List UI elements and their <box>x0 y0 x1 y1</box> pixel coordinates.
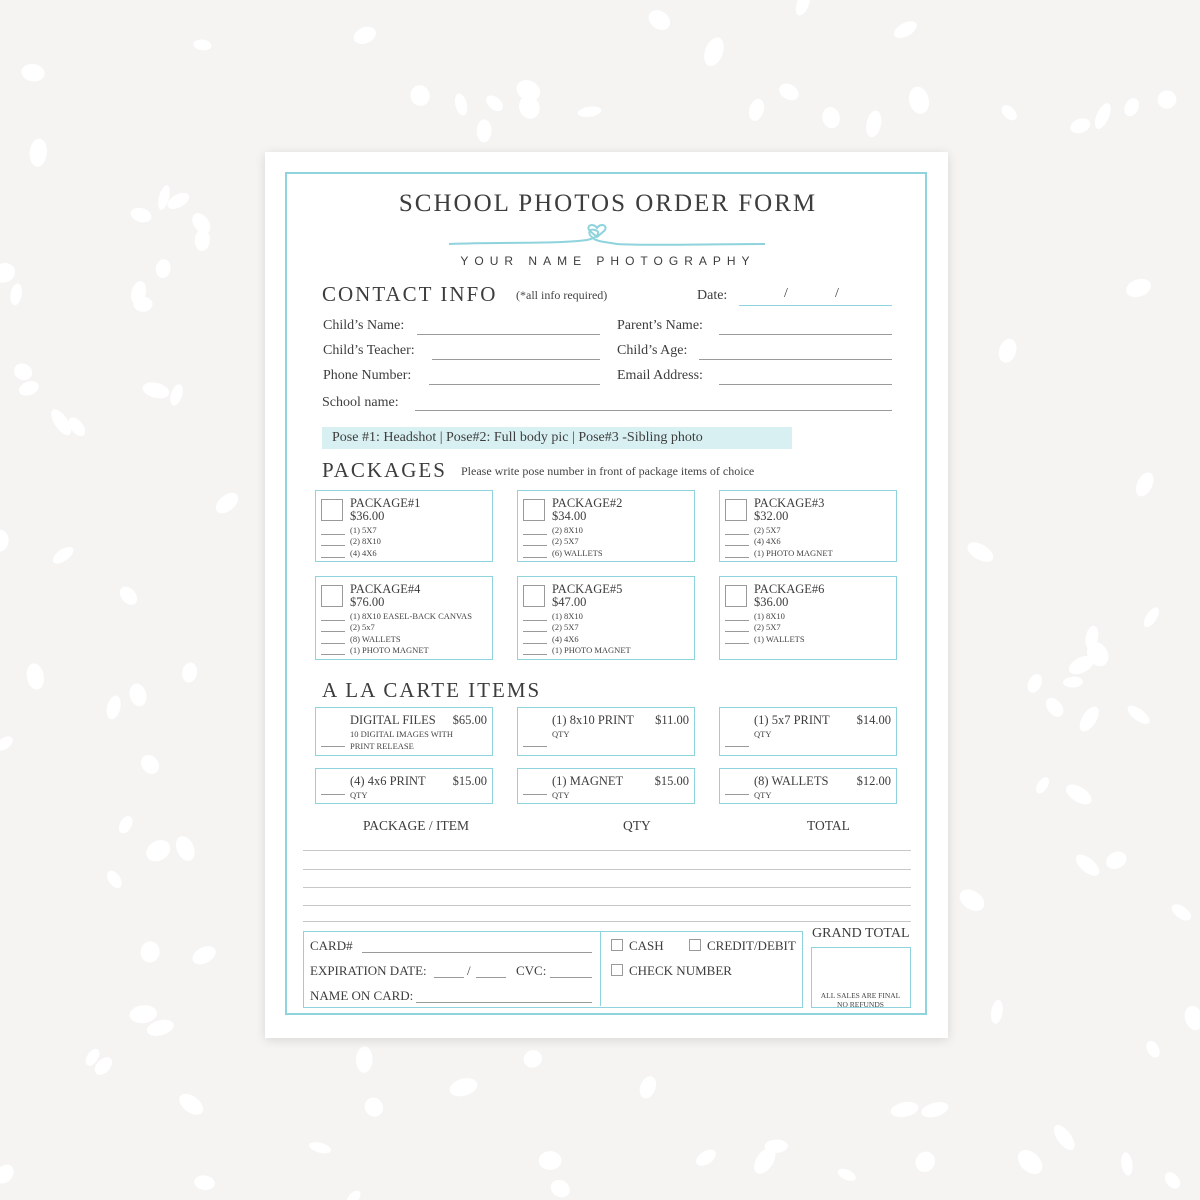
leaf-shape <box>637 1074 659 1101</box>
childs-age-label: Child’s Age: <box>617 343 688 358</box>
leaf-shape <box>140 941 160 963</box>
alacarte-price: $14.00 <box>856 713 891 727</box>
leaf-shape <box>1162 1169 1183 1191</box>
leaf-shape <box>172 833 198 864</box>
leaf-shape <box>889 1100 920 1120</box>
leaf-shape <box>175 1090 207 1119</box>
leaf-shape <box>129 1004 158 1025</box>
alacarte-name: DIGITAL FILES <box>350 713 436 727</box>
leaf-shape <box>1144 1039 1163 1060</box>
school-name-label: School name: <box>322 395 399 410</box>
leaf-shape <box>181 661 199 683</box>
pose-number-field[interactable] <box>321 631 345 632</box>
package-checkbox[interactable] <box>725 585 747 607</box>
leaf-shape <box>116 583 140 608</box>
leaf-shape <box>999 102 1020 123</box>
grand-total-box[interactable] <box>811 947 911 1008</box>
leaf-shape <box>9 283 24 307</box>
school-name-field[interactable] <box>415 410 892 411</box>
qty-field[interactable] <box>523 794 547 795</box>
leaf-shape <box>155 258 172 279</box>
column-header-total: TOTAL <box>807 818 850 833</box>
leaf-shape <box>1050 1122 1078 1154</box>
leaf-shape <box>168 383 185 407</box>
alacarte-card[interactable] <box>315 707 493 756</box>
alacarte-card[interactable] <box>719 768 897 804</box>
alacarte-name: (1) 8x10 PRINT <box>552 713 634 727</box>
leaf-shape <box>820 105 842 130</box>
payment-divider <box>600 932 601 1006</box>
grand-total-label: GRAND TOTAL <box>812 926 910 941</box>
leaf-shape <box>0 260 18 285</box>
phone-number-label: Phone Number: <box>323 368 412 383</box>
pose-number-field[interactable] <box>321 545 345 546</box>
package-checkbox[interactable] <box>523 499 545 521</box>
alacarte-sub: QTY <box>552 790 570 800</box>
alacarte-sub: 10 DIGITAL IMAGES WITH <box>350 729 453 739</box>
leaf-shape <box>104 868 125 891</box>
package-item: (4) 4X6 <box>754 536 781 547</box>
alacarte-name: (8) WALLETS <box>754 774 829 788</box>
cash-checkbox[interactable] <box>611 939 623 951</box>
leaf-shape <box>1033 775 1051 796</box>
pose-number-field[interactable] <box>523 643 547 644</box>
package-card[interactable] <box>315 576 493 660</box>
leaf-shape <box>344 1188 364 1200</box>
package-name: PACKAGE#3 <box>754 496 825 510</box>
contact-note: (*all info required) <box>516 288 608 302</box>
leaf-shape <box>864 109 884 138</box>
leaf-shape <box>141 380 171 401</box>
packages-heading: PACKAGES <box>322 458 447 482</box>
leaf-shape <box>193 1174 216 1191</box>
sales-final-note <box>812 991 909 1009</box>
cash-label: CASH <box>629 938 664 953</box>
package-item: (4) 4X6 <box>552 633 579 644</box>
childs-name-field[interactable] <box>417 334 600 335</box>
package-price: $34.00 <box>552 509 587 523</box>
leaf-shape <box>1120 1152 1134 1177</box>
qty-field[interactable] <box>321 746 345 747</box>
package-item: (2) 5X7 <box>754 525 781 535</box>
pose-number-field[interactable] <box>523 534 547 535</box>
check-number-option[interactable] <box>611 963 732 979</box>
card-number-label: CARD# <box>310 938 353 953</box>
package-card[interactable] <box>315 490 493 562</box>
alacarte-price: $15.00 <box>654 774 689 788</box>
leaf-shape <box>1156 88 1179 110</box>
package-item: (2) 5X7 <box>552 622 579 633</box>
package-name: PACKAGE#2 <box>552 496 623 510</box>
leaf-shape <box>538 1151 561 1170</box>
leaf-shape <box>693 1146 719 1169</box>
childs-teacher-label: Child’s Teacher: <box>323 343 415 358</box>
alacarte-card[interactable] <box>719 707 897 756</box>
name-on-card-label: NAME ON CARD: <box>310 988 414 1003</box>
date-field[interactable] <box>739 305 892 306</box>
leaf-shape <box>521 1047 545 1070</box>
leaf-shape <box>193 39 212 52</box>
leaf-shape <box>116 814 135 836</box>
alacarte-price: $11.00 <box>655 713 689 727</box>
column-header-package-item: PACKAGE / ITEM <box>363 818 470 833</box>
childs-age-field[interactable] <box>699 359 892 360</box>
leaf-shape <box>212 489 242 518</box>
cvc-label: CVC: <box>516 963 547 978</box>
leaf-shape <box>1132 470 1157 500</box>
credit-debit-checkbox[interactable] <box>689 939 701 951</box>
qty-field[interactable] <box>523 746 547 747</box>
leaf-shape <box>104 694 123 721</box>
leaf-shape <box>407 82 432 108</box>
package-item: (1) PHOTO MAGNET <box>350 644 429 655</box>
leaf-shape <box>1125 702 1153 727</box>
package-checkbox[interactable] <box>725 499 747 521</box>
leaf-shape <box>1068 116 1092 136</box>
expiration-separator: / <box>467 963 471 978</box>
leaf-shape <box>1092 101 1114 131</box>
payment-box <box>303 931 803 1008</box>
order-row-line[interactable] <box>303 887 911 888</box>
package-item: (6) WALLETS <box>552 547 603 558</box>
leaf-shape <box>746 97 766 123</box>
pose-number-field[interactable] <box>523 654 547 655</box>
leaf-shape <box>0 1161 18 1187</box>
alacarte-sub: QTY <box>754 729 772 739</box>
pose-number-field[interactable] <box>321 534 345 535</box>
column-header-qty: QTY <box>623 818 651 833</box>
leaf-shape <box>1025 672 1045 695</box>
no-refunds-line: NO REFUNDS <box>837 1000 884 1009</box>
alacarte-name: (1) 5x7 PRINT <box>754 713 830 727</box>
leaf-shape <box>1182 1004 1200 1033</box>
expiration-month-field[interactable] <box>434 977 464 978</box>
leaf-shape <box>448 1075 480 1099</box>
childs-name-label: Child’s Name: <box>323 318 405 333</box>
leaf-shape <box>1076 703 1103 734</box>
package-item: (1) PHOTO MAGNET <box>552 644 631 655</box>
pose-number-field[interactable] <box>321 620 345 621</box>
leaf-shape <box>836 1166 858 1183</box>
package-checkbox[interactable] <box>321 585 343 607</box>
heart-flourish-icon <box>447 222 767 252</box>
pose-number-field[interactable] <box>725 620 749 621</box>
qty-field[interactable] <box>725 746 749 747</box>
leaf-shape <box>920 1099 950 1120</box>
phone-number-field[interactable] <box>429 384 600 385</box>
pose-number-field[interactable] <box>523 557 547 558</box>
leaf-shape <box>701 35 728 69</box>
alacarte-card[interactable] <box>315 768 493 804</box>
sales-final-line: ALL SALES ARE FINAL <box>820 991 901 1000</box>
date-label: Date: <box>697 288 728 303</box>
leaf-shape <box>50 544 76 567</box>
package-price: $36.00 <box>350 509 385 523</box>
leaf-shape <box>0 733 15 753</box>
pose-number-field[interactable] <box>725 557 749 558</box>
date-separator: / <box>835 286 839 301</box>
email-address-field[interactable] <box>719 384 892 385</box>
pose-number-field[interactable] <box>523 631 547 632</box>
package-card[interactable] <box>517 490 695 562</box>
package-item: (1) 8X10 EASEL-BACK CANVAS <box>350 611 472 621</box>
leaf-shape <box>17 378 41 398</box>
leaf-shape <box>1141 605 1162 630</box>
leaf-shape <box>1063 780 1095 808</box>
leaf-shape <box>577 105 602 118</box>
leaf-shape <box>548 1176 574 1200</box>
pose-number-field[interactable] <box>523 545 547 546</box>
credit-debit-option[interactable] <box>689 938 796 954</box>
package-price: $32.00 <box>754 509 789 523</box>
check-number-label: CHECK NUMBER <box>629 963 732 978</box>
leaf-shape <box>996 337 1019 365</box>
leaf-shape <box>1124 276 1154 301</box>
leaf-shape <box>0 529 10 552</box>
package-checkbox[interactable] <box>523 585 545 607</box>
alacarte-name: (1) MAGNET <box>552 774 624 788</box>
package-item: (1) 5X7 <box>350 525 377 535</box>
leaf-shape <box>483 92 506 114</box>
package-item: (2) 5X7 <box>754 622 781 633</box>
leaf-shape <box>989 999 1004 1024</box>
order-form-sheet <box>265 152 948 1038</box>
pose-number-field[interactable] <box>725 534 749 535</box>
package-name: PACKAGE#4 <box>350 582 421 596</box>
packages-note: Please write pose number in front of package items of choice <box>461 464 755 478</box>
check-number-checkbox[interactable] <box>611 964 623 976</box>
alacarte-heading: A LA CARTE ITEMS <box>322 678 542 702</box>
package-price: $47.00 <box>552 595 587 609</box>
leaf-shape <box>906 85 931 116</box>
date-separator: / <box>784 286 788 301</box>
alacarte-card[interactable] <box>517 707 695 756</box>
leaf-shape <box>1042 695 1067 721</box>
alacarte-price: $15.00 <box>452 774 487 788</box>
package-item: (8) WALLETS <box>350 633 401 644</box>
order-row-line[interactable] <box>303 905 911 906</box>
qty-field[interactable] <box>321 794 345 795</box>
leaf-shape <box>142 836 174 866</box>
form-frame <box>285 172 927 1015</box>
pose-number-field[interactable] <box>321 557 345 558</box>
leaf-shape <box>11 361 35 383</box>
package-item: (1) WALLETS <box>754 633 805 644</box>
leaf-shape <box>513 76 544 105</box>
leaf-shape <box>1013 1145 1047 1179</box>
qty-field[interactable] <box>725 794 749 795</box>
leaf-shape <box>137 751 163 777</box>
form-title: SCHOOL PHOTOS ORDER FORM <box>398 190 818 217</box>
pose-number-field[interactable] <box>725 631 749 632</box>
leaf-shape <box>891 18 919 42</box>
leaf-shape <box>956 885 989 915</box>
package-item: (4) 4X6 <box>350 547 377 558</box>
leaf-shape <box>1169 901 1194 924</box>
package-name: PACKAGE#6 <box>754 582 825 596</box>
name-on-card-field[interactable] <box>416 1002 592 1003</box>
package-name: PACKAGE#1 <box>350 496 421 510</box>
childs-teacher-field[interactable] <box>432 359 600 360</box>
pose-number-field[interactable] <box>523 620 547 621</box>
package-name: PACKAGE#5 <box>552 582 623 596</box>
alacarte-sub: QTY <box>552 729 570 739</box>
expiration-date-label: EXPIRATION DATE: <box>310 963 427 978</box>
email-address-label: Email Address: <box>617 368 703 383</box>
package-item: (1) 8X10 <box>552 611 583 621</box>
package-checkbox[interactable] <box>321 499 343 521</box>
cvc-field[interactable] <box>550 977 592 978</box>
contact-heading: CONTACT INFO <box>322 282 498 306</box>
cash-option[interactable] <box>611 938 664 954</box>
parents-name-field[interactable] <box>719 334 892 335</box>
package-item: (2) 8X10 <box>552 525 583 535</box>
alacarte-price: $12.00 <box>856 774 891 788</box>
leaf-shape <box>356 1046 374 1073</box>
leaf-shape <box>351 24 379 48</box>
alacarte-name: (4) 4x6 PRINT <box>350 774 426 788</box>
leaf-shape <box>964 538 996 565</box>
leaf-shape <box>793 0 813 18</box>
alacarte-price: $65.00 <box>452 713 487 727</box>
leaf-shape <box>129 205 153 224</box>
alacarte-card[interactable] <box>517 768 695 804</box>
leaf-shape <box>20 62 46 83</box>
leaf-shape <box>189 942 218 968</box>
alacarte-sub: PRINT RELEASE <box>350 741 414 751</box>
parents-name-label: Parent’s Name: <box>617 318 703 333</box>
order-row-line[interactable] <box>303 850 911 851</box>
pose-number-field[interactable] <box>725 545 749 546</box>
leaf-shape <box>1122 96 1142 119</box>
leaf-shape <box>776 80 802 103</box>
package-item: (2) 5x7 <box>350 622 375 633</box>
leaf-shape <box>308 1140 332 1155</box>
leaf-shape <box>25 662 46 691</box>
leaf-shape <box>127 682 149 709</box>
package-card[interactable] <box>719 576 897 660</box>
order-row-line[interactable] <box>303 921 911 922</box>
expiration-year-field[interactable] <box>476 977 506 978</box>
package-item: (1) PHOTO MAGNET <box>754 547 833 558</box>
package-item: (2) 5X7 <box>552 536 579 547</box>
leaf-shape <box>1103 848 1129 872</box>
credit-debit-label: CREDIT/DEBIT <box>707 938 796 953</box>
package-price: $36.00 <box>754 595 789 609</box>
leaf-shape <box>361 1094 387 1120</box>
package-card[interactable] <box>517 576 695 660</box>
alacarte-sub: QTY <box>350 790 368 800</box>
leaf-shape <box>645 6 674 34</box>
pose-number-field[interactable] <box>321 654 345 655</box>
pose-number-field[interactable] <box>725 643 749 644</box>
pose-options-bar: Pose #1: Headshot | Pose#2: Full body pic | Pose#3 -Sibling photo <box>322 427 792 449</box>
package-price: $76.00 <box>350 595 385 609</box>
package-item: (2) 8X10 <box>350 536 381 547</box>
leaf-shape <box>29 138 49 168</box>
leaf-shape <box>453 92 470 117</box>
package-card[interactable] <box>719 490 897 562</box>
leaf-shape <box>1063 676 1084 688</box>
alacarte-sub: QTY <box>754 790 772 800</box>
leaf-shape <box>477 119 492 142</box>
leaf-shape <box>1072 851 1103 880</box>
brand-name: YOUR NAME PHOTOGRAPHY <box>460 254 756 268</box>
order-row-line[interactable] <box>303 869 911 870</box>
pose-number-field[interactable] <box>321 643 345 644</box>
card-number-field[interactable] <box>362 952 592 953</box>
leaf-shape <box>912 1148 939 1176</box>
package-item: (1) 8X10 <box>754 611 785 621</box>
